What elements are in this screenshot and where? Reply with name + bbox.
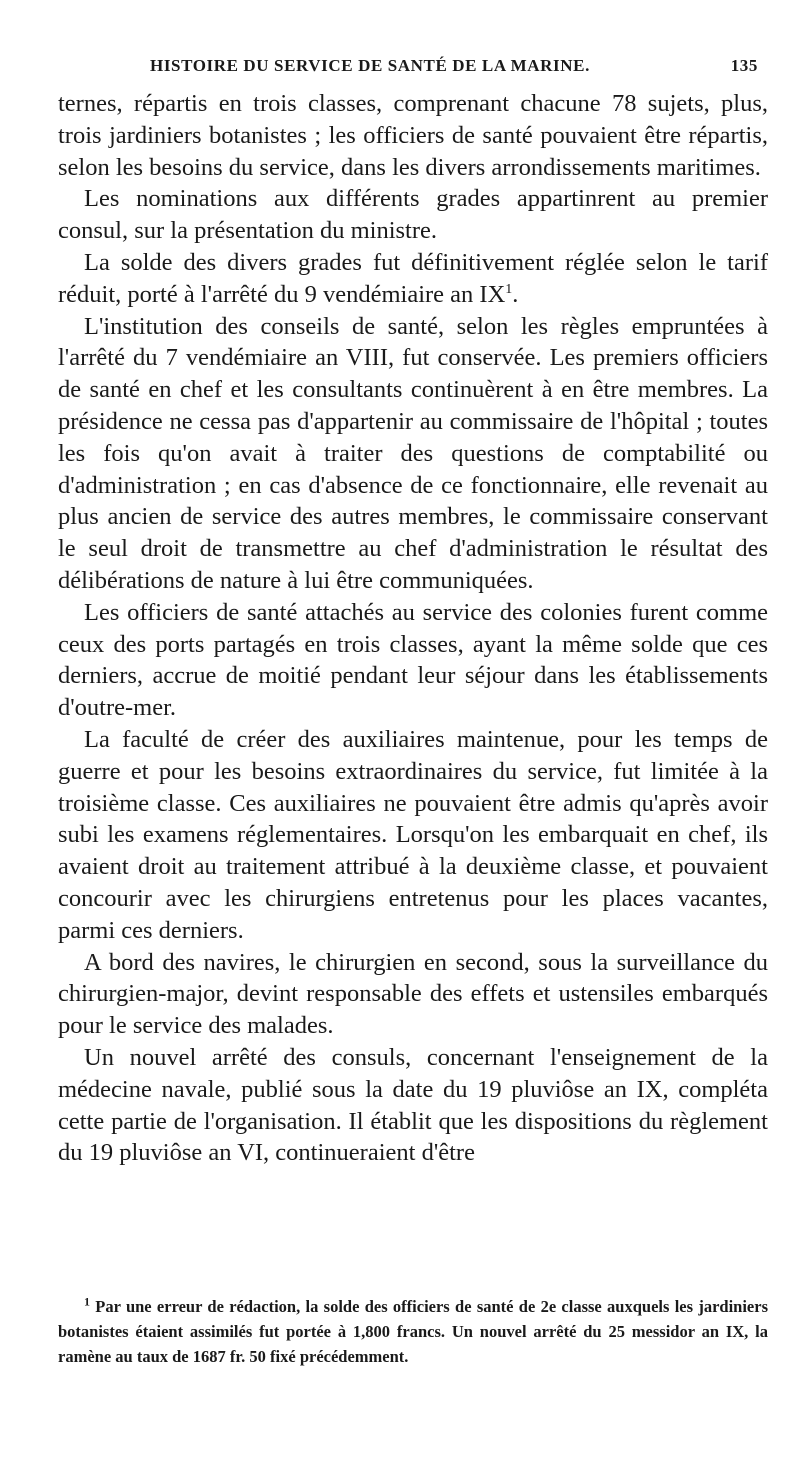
body-text [58,88,768,1169]
footnote [58,1294,768,1369]
paragraph-1: ternes, répartis en trois classes, comprenant chacune 78 sujets, plus, trois jardiniers botanistes ; les officiers de santé pouvaient être répartis, selon les besoins du service, dans les divers arrondissements maritimes. [58,90,768,181]
running-title: HISTOIRE DU SERVICE DE SANTÉ DE LA MARINE. [150,56,590,75]
paragraph-3 [58,247,768,311]
paragraph-3-end: . [512,280,519,308]
paragraph-5: Les officiers de santé attachés au service des colonies furent comme ceux des ports partagés en trois classes, ayant la même solde que ces derniers, accrue de moitié pendant leur séjour dans les établissements d'outre-mer. [58,598,768,722]
paragraph-7: A bord des navires, le chirurgien en second, sous la surveillance du chirurgien-major, devint responsable des effets et ustensiles embarqués pour le service des malades. [58,948,768,1040]
footnote-reference[interactable]: 1 [505,281,513,297]
running-head [120,48,758,80]
page-number: 135 [730,56,758,75]
paragraph-3-text: La solde des divers grades fut définitivement réglée selon le tarif réduit, porté à l'arrêté du 9 vendémiaire an IX [58,248,768,308]
paragraph-8: Un nouvel arrêté des consuls, concernant l'enseignement de la médecine navale, publié sous la date du 19 pluviôse an IX, compléta cette partie de l'organisation. Il établit que les dispositions du règlement du 19 pluviôse an VI, continueraient d'être [58,1043,768,1167]
footnote-mark: 1 [84,1294,90,1309]
paragraph-2: Les nominations aux différents grades appartinrent au premier consul, sur la présentation du ministre. [58,185,768,245]
footnote-paragraph [58,1294,768,1369]
footnote-text: Par une erreur de rédaction, la solde des officiers de santé de 2e classe auxquels les jardiniers botanistes étaient assimilés fut portée à 1,800 francs. Un nouvel arrêté du 25 messidor an IX, la ramène au taux de 1687 fr. 50 fixé précédemment. [58,1297,768,1366]
paragraph-6: La faculté de créer des auxiliaires maintenue, pour les temps de guerre et pour les besoins extraordinaires du service, fut limitée à la troisième classe. Ces auxiliaires ne pouvaient être admis qu'après avoir subi les examens réglementaires. Lorsqu'on les embarquait en chef, ils avaient droit au traitement attribué à la deuxième classe, et pouvaient concourir avec les chirurgiens entretenus pour les places vacantes, parmi ces derniers. [58,725,768,944]
paragraph-4: L'institution des conseils de santé, selon les règles empruntées à l'arrêté du 7 vendémiaire an VIII, fut conservée. Les premiers officiers de santé en chef et les consultants continuèrent à en être membres. La présidence ne cessa pas d'appartenir au commissaire de l'hôpital ; toutes les fois qu'on avait à traiter des questions de comptabilité ou d'administration ; en cas d'absence de ce fonctionnaire, elle revenait au plus ancien de service des autres membres, le commissaire conservant le seul droit de transmettre au chef d'administration le résultat des délibérations de nature à lui être communiquées. [58,312,768,594]
